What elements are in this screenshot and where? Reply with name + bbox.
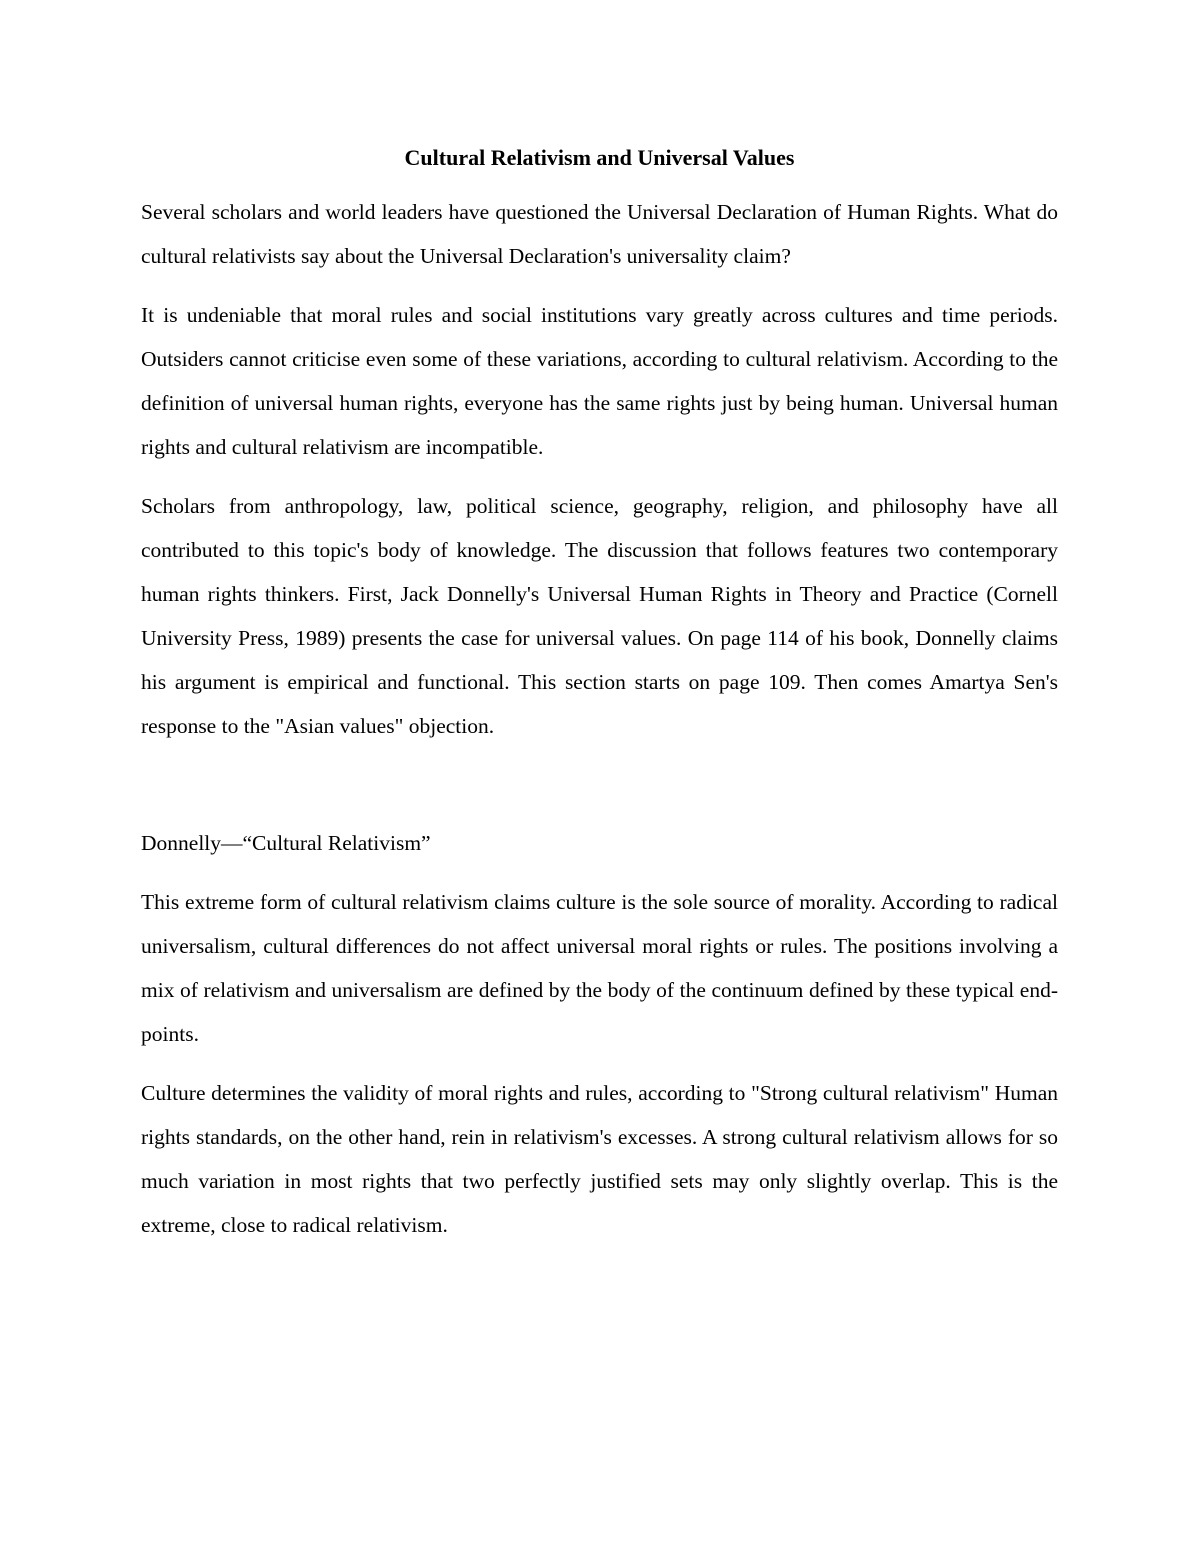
- paragraph-section-2: Culture determines the validity of moral rights and rules, according to "Strong cultural relativism" Human rights standards, on the other hand, rein in relativism's excesses. A strong cultural relativism allows for so much variation in most rights that two perfectly justified sets may only slightly overlap. This is the extreme, close to radical relativism.: [141, 1081, 1058, 1237]
- section-spacer: [141, 763, 1058, 821]
- document-content: [141, 140, 1058, 1262]
- paragraph-section-1: This extreme form of cultural relativism claims culture is the sole source of morality. According to radical universalism, cultural differences do not affect universal moral rights or rules. The positions involving a mix of relativism and universalism are defined by the body of the continuum defined by these typical end-points.: [141, 890, 1058, 1046]
- paragraph-intro-3: Scholars from anthropology, law, political science, geography, religion, and philosophy have all contributed to this topic's body of knowledge. The discussion that follows features two contemporary human rights thinkers. First, Jack Donnelly's Universal Human Rights in Theory and Practice (Cornell University Press, 1989) presents the case for universal values. On page 114 of his book, Donnelly claims his argument is empirical and functional. This section starts on page 109. Then comes Amartya Sen's response to the "Asian values" objection.: [141, 494, 1058, 738]
- document-title: Cultural Relativism and Universal Values: [404, 145, 795, 170]
- section-heading: Donnelly—“Cultural Relativism”: [141, 831, 431, 855]
- paragraph-intro-2: It is undeniable that moral rules and social institutions vary greatly across cultures and time periods. Outsiders cannot criticise even some of these variations, according to cultural relativism. According to the definition of universal human rights, everyone has the same rights just by being human. Universal human rights and cultural relativism are incompatible.: [141, 303, 1058, 459]
- paragraph-intro-1: Several scholars and world leaders have questioned the Universal Declaration of Human Rights. What do cultural relativists say about the Universal Declaration's universality claim?: [141, 200, 1058, 268]
